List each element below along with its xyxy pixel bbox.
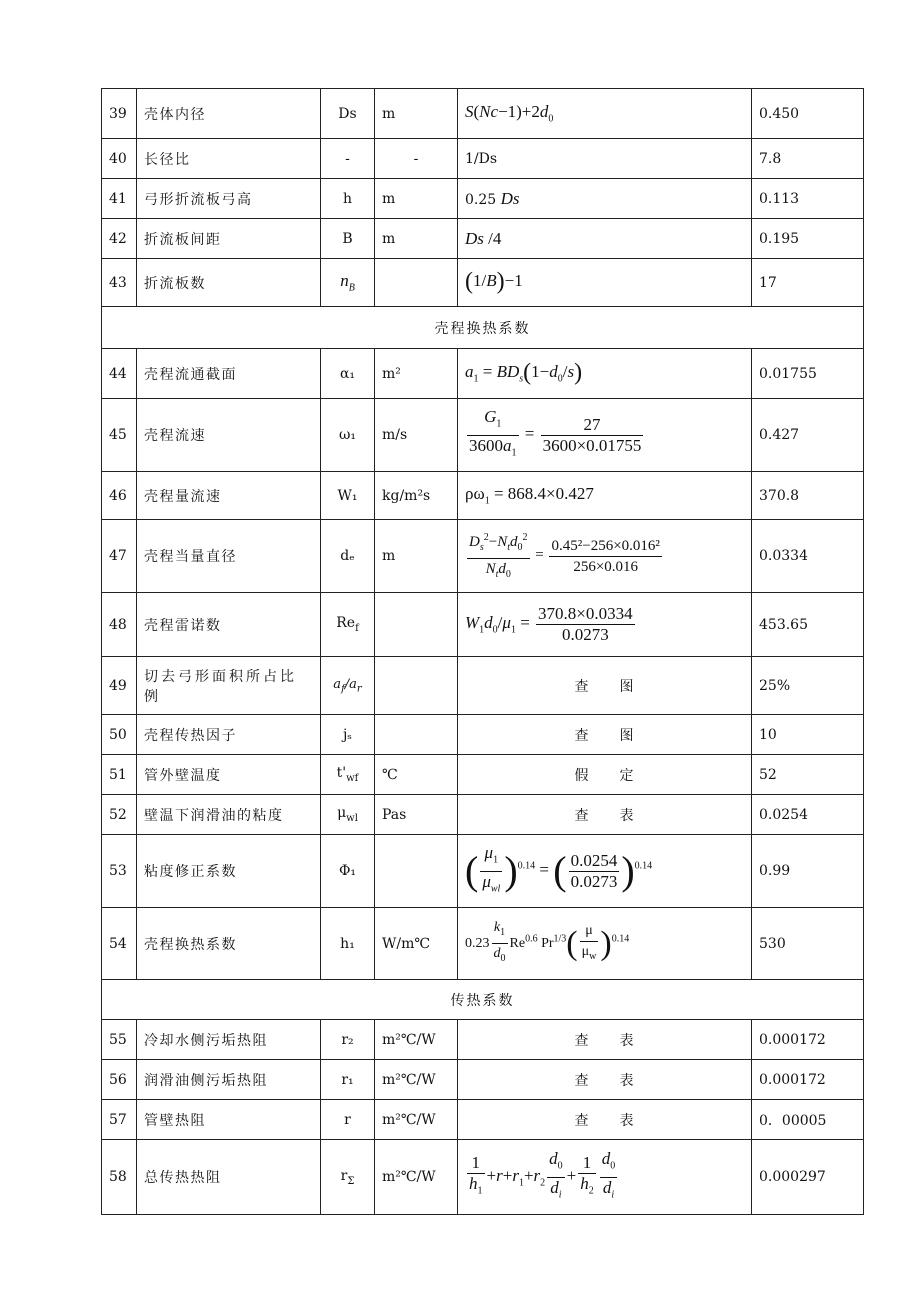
row-formula: 查 图 <box>458 657 752 715</box>
formula-denominator: 0.0273 <box>570 871 618 891</box>
row-unit: ℃ <box>375 755 458 795</box>
row-unit: m <box>375 89 458 139</box>
row-formula: 0.23 $\frac{k_1}{d_0}$ $Re^{0.6}$ $Pr^{1/3}$( $\frac{\mu}{\mu_w}$ )$^{0.14}$ <box>458 908 752 980</box>
table-row <box>102 908 864 980</box>
table-row <box>102 593 864 657</box>
row-value: 453.65 <box>752 593 864 657</box>
row-unit <box>375 715 458 755</box>
formula-numerator: 370.8×0.0334 <box>538 604 633 623</box>
row-formula: $W_1d_0/\mu_1$ = $\frac{370.8\times 0.0334}{0.0273}$ <box>458 593 752 657</box>
row-number: 41 <box>102 179 137 219</box>
row-unit: m²℃/W <box>375 1020 458 1060</box>
formula-coefficient: 0.23 <box>465 935 490 951</box>
row-symbol: $\mu_{wl}$ <box>321 795 375 835</box>
row-formula: 查 表 <box>458 795 752 835</box>
row-symbol: r₁ <box>321 1060 375 1100</box>
row-symbol: $a_f/a_r$ <box>321 657 375 715</box>
row-number: 39 <box>102 89 137 139</box>
row-value: 0.450 <box>752 89 864 139</box>
row-value: 0.01755 <box>752 349 864 399</box>
row-unit: m <box>375 219 458 259</box>
table-row <box>102 1020 864 1060</box>
row-name: 壳程传热因子 <box>137 715 321 755</box>
row-name: 壳程雷诺数 <box>137 593 321 657</box>
row-value: 17 <box>752 259 864 307</box>
row-symbol: $Re_f$ <box>321 593 375 657</box>
row-number: 47 <box>102 520 137 593</box>
table-row <box>102 657 864 715</box>
row-formula: 假 定 <box>458 755 752 795</box>
table-row <box>102 1100 864 1140</box>
row-symbol: $n_B$ <box>321 259 375 307</box>
row-symbol: h <box>321 179 375 219</box>
calculation-table <box>101 88 864 1215</box>
row-formula: $S(Nc-1)+2d_0$ <box>458 89 752 139</box>
row-number: 42 <box>102 219 137 259</box>
row-number: 49 <box>102 657 137 715</box>
row-number: 44 <box>102 349 137 399</box>
row-unit: m²℃/W <box>375 1060 458 1100</box>
row-unit: m² <box>375 349 458 399</box>
table-row <box>102 259 864 307</box>
row-symbol: r₂ <box>321 1020 375 1060</box>
row-symbol: $r_\Sigma$ <box>321 1140 375 1215</box>
row-name: 切去弓形面积所占比例 <box>137 657 321 715</box>
row-value: 0.000297 <box>752 1140 864 1215</box>
table-row <box>102 179 864 219</box>
row-formula: 0.25 Ds <box>458 179 752 219</box>
formula-denominator: 256×0.016 <box>549 556 661 577</box>
row-unit: m <box>375 520 458 593</box>
formula-numerator: 0.45²−256×0.016² <box>551 537 660 554</box>
table-row <box>102 755 864 795</box>
section-title: 传热系数 <box>102 980 864 1020</box>
row-symbol: dₑ <box>321 520 375 593</box>
row-name: 壳程流通截面 <box>137 349 321 399</box>
row-unit <box>375 593 458 657</box>
row-number: 54 <box>102 908 137 980</box>
row-symbol: B <box>321 219 375 259</box>
row-unit: m <box>375 179 458 219</box>
row-name: 粘度修正系数 <box>137 835 321 908</box>
row-symbol: Ds <box>321 89 375 139</box>
row-value: 0.000172 <box>752 1020 864 1060</box>
row-value: 0.000172 <box>752 1060 864 1100</box>
row-name: 折流板间距 <box>137 219 321 259</box>
formula-coefficient: 0.25 <box>465 191 497 208</box>
row-unit: m²℃/W <box>375 1100 458 1140</box>
table-row <box>102 715 864 755</box>
row-name: 壳程流速 <box>137 399 321 472</box>
row-unit <box>375 259 458 307</box>
formula-denominator: 0.0273 <box>536 624 635 645</box>
row-formula: Ds /4 <box>458 219 752 259</box>
row-formula: 查 图 <box>458 715 752 755</box>
table-row <box>102 520 864 593</box>
formula-exponent: 0.14 <box>517 860 536 872</box>
row-unit: W/m℃ <box>375 908 458 980</box>
row-formula: $\frac{1}{h_1}$ $+r+r_1+r_2$ $\frac{d_0}{d_i}$ + $\frac{1}{h_2}$ $\frac{d_0}{d_i}$ <box>458 1140 752 1215</box>
table-row <box>102 139 864 179</box>
table-row <box>102 89 864 139</box>
row-number: 46 <box>102 472 137 520</box>
row-unit: Pas <box>375 795 458 835</box>
row-symbol: h₁ <box>321 908 375 980</box>
row-name: 弓形折流板弓高 <box>137 179 321 219</box>
row-number: 57 <box>102 1100 137 1140</box>
row-name: 润滑油侧污垢热阻 <box>137 1060 321 1100</box>
row-value: 0.99 <box>752 835 864 908</box>
row-value: 0.0334 <box>752 520 864 593</box>
row-unit <box>375 657 458 715</box>
row-name: 管壁热阻 <box>137 1100 321 1140</box>
row-symbol: Φ₁ <box>321 835 375 908</box>
row-formula: 查 表 <box>458 1020 752 1060</box>
row-formula: 1/Ds <box>458 139 752 179</box>
row-value: 0.195 <box>752 219 864 259</box>
row-unit: kg/m²s <box>375 472 458 520</box>
row-name: 壳程换热系数 <box>137 908 321 980</box>
table-row <box>102 399 864 472</box>
table-row <box>102 1060 864 1100</box>
row-unit: - <box>375 139 458 179</box>
row-formula: (1/B)−1 <box>458 259 752 307</box>
row-symbol: $t'_{wf}$ <box>321 755 375 795</box>
row-number: 53 <box>102 835 137 908</box>
row-number: 56 <box>102 1060 137 1100</box>
row-number: 45 <box>102 399 137 472</box>
row-unit: m²℃/W <box>375 1140 458 1215</box>
row-number: 48 <box>102 593 137 657</box>
row-symbol: - <box>321 139 375 179</box>
row-formula: 查 表 <box>458 1060 752 1100</box>
row-name: 壳程量流速 <box>137 472 321 520</box>
table-row <box>102 1140 864 1215</box>
row-formula: $\rho\omega_1 = 868.4\times 0.427$ <box>458 472 752 520</box>
formula-numerator: 27 <box>583 414 601 434</box>
row-value: 52 <box>752 755 864 795</box>
row-number: 52 <box>102 795 137 835</box>
row-value: 0.0254 <box>752 795 864 835</box>
row-name: 壳体内径 <box>137 89 321 139</box>
row-symbol: α₁ <box>321 349 375 399</box>
row-name: 管外壁温度 <box>137 755 321 795</box>
table-row <box>102 835 864 908</box>
row-symbol: jₛ <box>321 715 375 755</box>
row-name: 折流板数 <box>137 259 321 307</box>
row-formula: $\frac{D_s^2-N_td_0^2}{N_td_0}$ = $\frac{\text{0.45²−256×0.016²}}{256\times 0.016}$ <box>458 520 752 593</box>
table-row <box>102 349 864 399</box>
row-number: 55 <box>102 1020 137 1060</box>
row-formula: ( $\frac{\mu_1}{\mu_{wl}}$ )$^{0.14}$ = ( $\frac{0.0254}{0.0273}$ )$^{0.14}$ <box>458 835 752 908</box>
formula-numerator: 0.0254 <box>570 850 618 870</box>
row-name: 壁温下润滑油的粘度 <box>137 795 321 835</box>
row-formula: $a_1 = BD_s(1-d_0/s)$ <box>458 349 752 399</box>
row-unit: m/s <box>375 399 458 472</box>
row-number: 58 <box>102 1140 137 1215</box>
table-row <box>102 472 864 520</box>
row-name: 总传热热阻 <box>137 1140 321 1215</box>
formula-exponent: 0.14 <box>634 860 653 872</box>
table-row <box>102 219 864 259</box>
row-number: 51 <box>102 755 137 795</box>
row-value: 370.8 <box>752 472 864 520</box>
row-symbol: r <box>321 1100 375 1140</box>
row-name: 长径比 <box>137 139 321 179</box>
formula-denominator: 3600×0.01755 <box>542 435 642 455</box>
table-row <box>102 795 864 835</box>
row-value: 0．00005 <box>752 1100 864 1140</box>
row-symbol: ω₁ <box>321 399 375 472</box>
row-value: 0.427 <box>752 399 864 472</box>
formula-right: 868.4×0.427 <box>507 484 594 504</box>
row-symbol: W₁ <box>321 472 375 520</box>
row-value: 0.113 <box>752 179 864 219</box>
row-name: 壳程当量直径 <box>137 520 321 593</box>
row-formula: $\frac{G_1}{3600a_1}$ = $\frac{27}{3600\times 0.01755}$ <box>458 399 752 472</box>
section-header-row <box>102 980 864 1020</box>
row-name: 冷却水侧污垢热阻 <box>137 1020 321 1060</box>
section-title: 壳程换热系数 <box>102 307 864 349</box>
row-value: 7.8 <box>752 139 864 179</box>
row-value: 10 <box>752 715 864 755</box>
row-unit <box>375 835 458 908</box>
row-formula: 查 表 <box>458 1100 752 1140</box>
section-header-row <box>102 307 864 349</box>
formula-exponent: 0.14 <box>611 933 630 945</box>
row-value: 25% <box>752 657 864 715</box>
row-number: 43 <box>102 259 137 307</box>
row-value: 530 <box>752 908 864 980</box>
row-number: 40 <box>102 139 137 179</box>
row-number: 50 <box>102 715 137 755</box>
